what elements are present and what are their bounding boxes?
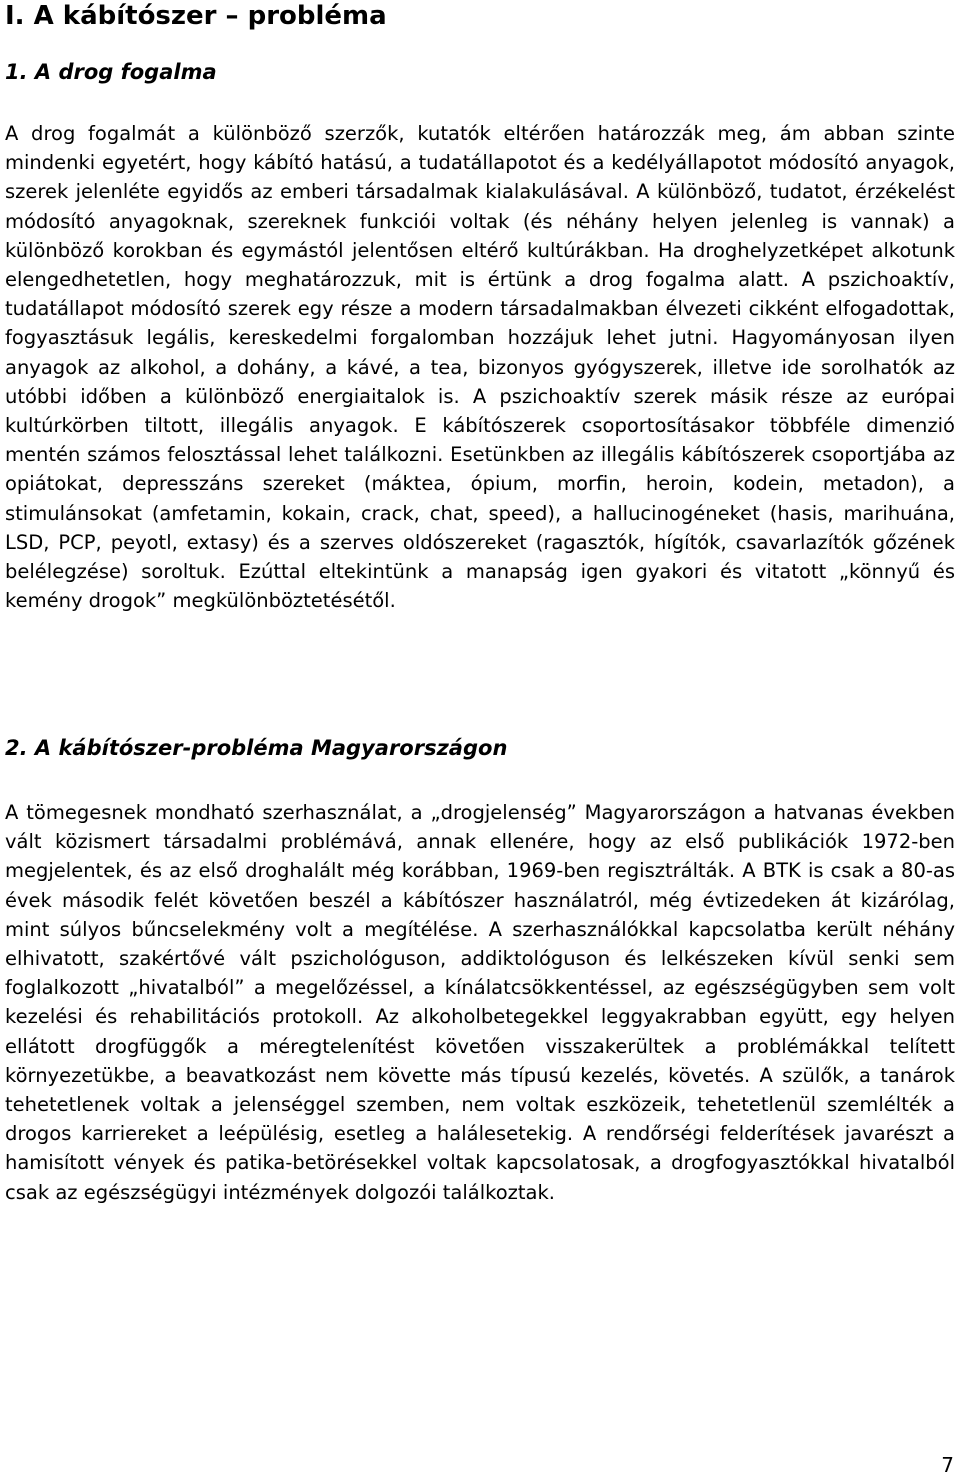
- section-2-paragraph: A tömegesnek mondható szerhasználat, a „drogjelenség” Magyarországon a hatvanas években vált közismert társadalmi problémává, annak ellenére, hogy az első publikációk 1972-ben megjelentek, és az első droghalált még korábban, 1969-ben regisztrálták. A BTK is csak a 80-as évek második felét követően beszél a kábítószer használatról, még évtizedeken át kizárólag, mint súlyos bűncselekmény volt a megítélése. A szerhasználókkal kapcsolatba került néhány elhivatott, szakértővé vált pszichológuson, addiktológuson és lelkészeken kívül senki sem foglalkozott „hivatalból” a megelőzéssel, a kínálatcsökkentéssel, az egészségügyben sem volt kezelési és rehabilitációs protokoll. Az alkoholbetegekkel leggyakrabban együtt, egy helyen ellátott drogfüggők a méregtelenítést követően visszakerültek a problémákkal telített környezetükbe, a beavatkozást nem követte más típusú kezelés, követés. A szülők, a tanárok tehetetlenek voltak a jelenséggel szemben, nem voltak eszközeik, tehetetlenül szemlélték a drogos karriereket a leépülésig, esetleg a halálesetekig. A rendőrségi felderítések javarészt a hamisított vények és patika-betörésekkel voltak kapcsolatosak, a drogfogyasztókkal hivatalból csak az egészségügyi intézmények dolgozói találkoztak.: [5, 801, 955, 1204]
- chapter-title: I. A kábítószer – probléma: [5, 1, 387, 31]
- section-2-title: 2. A kábítószer-probléma Magyarországon: [5, 736, 508, 760]
- section-1-title: 1. A drog fogalma: [5, 60, 217, 84]
- section-1-paragraph: A drog fogalmát a különböző szerzők, kutatók eltérően határozzák meg, ám abban szinte mindenki egyetért, hogy kábító hatású, a tudatállapotot és a kedélyállapotot módosító anyagok, szerek jelenléte egyidős az emberi társadalmak kialakulásával. A különböző, tudatot, érzékelést módosító anyagoknak, szereknek funkciói voltak (és néhány helyen jelenleg is vannak) a különböző korokban és egymástól jelentősen eltérő kultúrákban. Ha droghelyzetképet alkotunk elengedhetetlen, hogy meghatározzuk, mit is értünk a drog fogalma alatt. A pszichoaktív, tudatállapot módosító szerek egy része a modern társadalmakban élvezeti cikként elfogadottak, fogyasztásuk legális, kereskedelmi forgalomban hozzájuk lehet jutni. Hagyományosan ilyen anyagok az alkohol, a dohány, a kávé, a tea, bizonyos gyógyszerek, illetve ide sorolhatók az utóbbi időben a különböző energiaitalok is. A pszichoaktív szerek másik része az európai kultúrkörben tiltott, illegális anyagok. E kábítószerek csoportosításakor többféle dimenzió mentén számos felosztással lehet találkozni. Esetünkben az illegális kábítószerek csoportjába az opiátokat, depresszáns szereket (máktea, ópium, morfin, heroin, kodein, metadon), a stimulánsokat (amfetamin, kokain, crack, chat, speed), a hallucinogéneket (hasis, marihuána, LSD, PCP, peyotl, extasy) és a szerves oldószereket (ragasztók, hígítók, csavarlazítók gőzének belélegzése) soroltuk. Ezúttal eltekintünk a manapság igen gyakori és vitatott „könnyű és kemény drogok” megkülönböztetésétől.: [5, 122, 955, 613]
- page-number: 7: [941, 1453, 954, 1477]
